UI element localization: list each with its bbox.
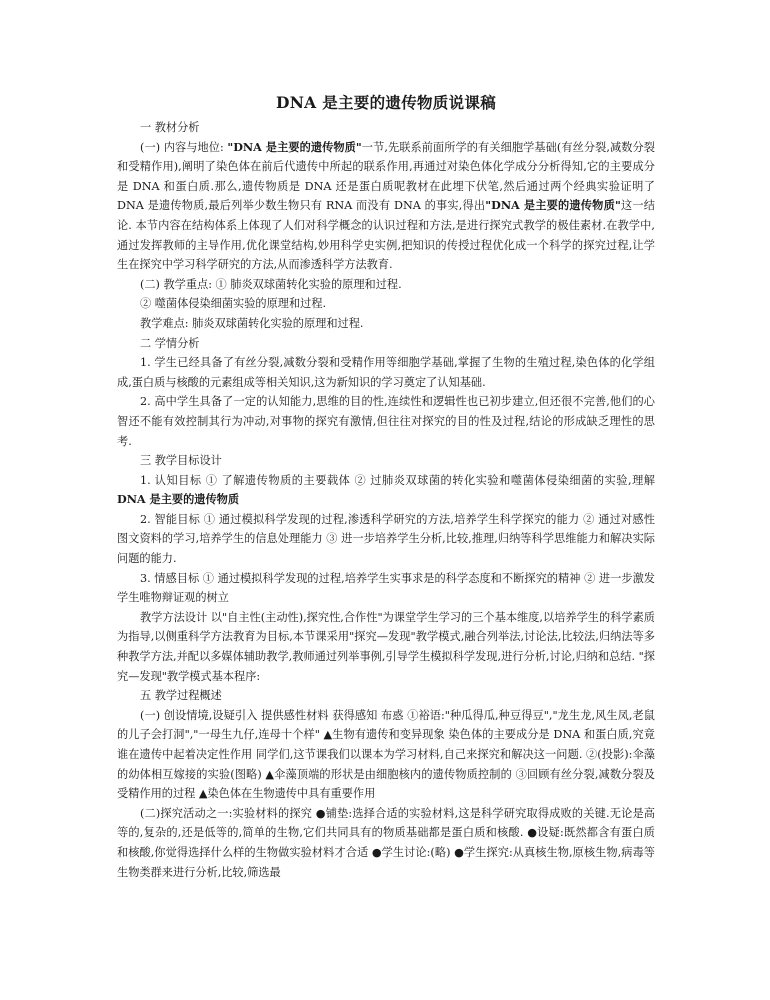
paragraph (117, 294, 655, 314)
text-run: 2. 高中学生具备了一定的认知能力,思维的目的性,连续性和逻辑性也已初步建立,但还很不完善,他们的心智还不能有效控制其行为冲动,对事物的探究有激情,但往往对探究的目的性及过程,结论的形成缺乏理性的思考. (117, 395, 655, 448)
text-run: 这一结论. 本节内容在结构体系上体现了人们对科学概念的认识过程和方法,是进行探究式教学的极佳素材.在教学中,通过发挥教师的主导作用,优化课堂结构,妙用科学史实例,把知识的传授过程优化成一个科学的探究过程,让学生在探究中学习科学研究的方法,从而渗透科学方法教育. (117, 199, 655, 272)
text-run: 教学方法设计 以"自主性(主动性),探究性,合作性"为课堂学生学习的三个基本维度,以培养学生的科学素质为指导,以侧重科学方法教育为目标,本节课采用"探究—发现"教学模式,融合列举法,讨论法,比较法,归纳法等多种教学方法,并配以多媒体辅助教学,教师通过列举事例,引导学生模拟科学发现,进行分析,讨论,归纳和总结. "探究—发现"教学模式基本程序: (117, 610, 655, 683)
paragraph (117, 353, 655, 392)
text-run: 2. 智能目标 ① 通过模拟科学发现的过程,渗透科学研究的方法,培养学生科学探究的能力 ② 通过对感性图文资料的学习,培养学生的信息处理能力 ③ 进一步培养学生分析,比较,推理,归纳等科学思维能力和解决实际问题的能力. (117, 512, 655, 566)
text-run: 一节,先联系前面所学的有关细胞学基础(有丝分裂,减数分裂和受精作用),阐明了染色体在前后代遗传中所起的联系作用,再通过对染色体化学成分分析得知,它的主要成分是 DNA 和蛋白质.那么,遗传物质是 DNA 还是蛋白质呢教材在此埋下伏笔,然后通过两个经典实验证明了 DNA 是遗传物质,最后列举少数生物只有 RNA 而没有 DNA 的事实,得出 (117, 140, 655, 213)
text-run: (二) 教学重点: ① 肺炎双球菌转化实验的原理和过程. (140, 277, 402, 291)
text-run: 五 教学过程概述 (140, 689, 222, 703)
paragraph (117, 275, 655, 295)
text-run: 1. 认知目标 ① 了解遗传物质的主要载体 ② 过肺炎双球菌的转化实验和噬菌体侵染细菌的实验,理解 (140, 473, 655, 487)
paragraph (117, 471, 655, 510)
text-run: 一 教材分析 (140, 121, 200, 134)
bold-text: "DNA 是主要的遗传物质" (485, 198, 621, 213)
document-body (117, 118, 655, 882)
paragraph (117, 686, 655, 706)
bold-text: DNA 是主要的遗传物质 (117, 492, 240, 507)
paragraph (117, 804, 655, 882)
text-run: (一) 内容与地位: (140, 140, 228, 154)
paragraph (117, 451, 655, 471)
bold-text: "DNA 是主要的遗传物质" (227, 139, 362, 154)
text-run: 三 教学目标设计 (140, 454, 222, 468)
paragraph (117, 608, 655, 686)
document-title: DNA 是主要的遗传物质说课稿 (275, 93, 497, 112)
paragraph (117, 334, 655, 354)
text-run: 二 学情分析 (140, 336, 200, 350)
text-run: 教学难点: 肺炎双球菌转化实验的原理和过程. (140, 316, 364, 330)
document-page (117, 92, 655, 882)
text-run: 3. 情感目标 ① 通过模拟科学发现的过程,培养学生实事求是的科学态度和不断探究的精神 ② 进一步激发学生唯物辩证观的树立 (117, 571, 655, 605)
paragraph (117, 392, 655, 451)
paragraph (117, 569, 655, 608)
paragraph (117, 314, 655, 334)
paragraph (117, 510, 655, 569)
paragraph (117, 138, 655, 275)
text-run: (一) 创设情境,设疑引入 提供感性材料 获得感知 布惑 ①裕语:"种瓜得瓜,种豆得豆","龙生龙,风生凤,老鼠的儿子会打洞","一母生九仔,连母十个样" ▲生物有遗传和变异现象 染色体的主要成分是 DNA 和蛋白质,究竟谁在遗传中起着决定性作用 同学们,这节课我们以课本为学习材料,自己来探究和解决这一问题. ②(投影):伞藻的幼体相互嫁接的实验(图略) ▲伞藻顶端的形状是由细胞核内的遗传物质控制的 ③回顾有丝分裂,减数分裂及受精作用的过程 ▲染色体在生物遗传中具有重要作用 (117, 708, 655, 801)
text-run: ② 噬菌体侵染细菌实验的原理和过程. (140, 297, 327, 311)
text-run: 1. 学生已经具备了有丝分裂,减数分裂和受精作用等细胞学基础,掌握了生物的生殖过程,染色体的化学组成,蛋白质与核酸的元素组成等相关知识,这为新知识的学习奠定了认知基础. (117, 356, 655, 389)
text-run: (二)探究活动之一:实验材料的探究 ●铺垫:选择合适的实验材料,这是科学研究取得成败的关键.无论是高等的,复杂的,还是低等的,简单的生物,它们共同具有的物质基础都是蛋白质和核酸. ●设疑:既然都含有蛋白质和核酸,你觉得选择什么样的生物做实验材料才合适 ●学生讨论:(略) ●学生探究:从真核生物,原核生物,病毒等生物类群来进行分析,比较,筛选最 (117, 806, 655, 879)
paragraph (117, 706, 655, 804)
paragraph (117, 118, 655, 138)
